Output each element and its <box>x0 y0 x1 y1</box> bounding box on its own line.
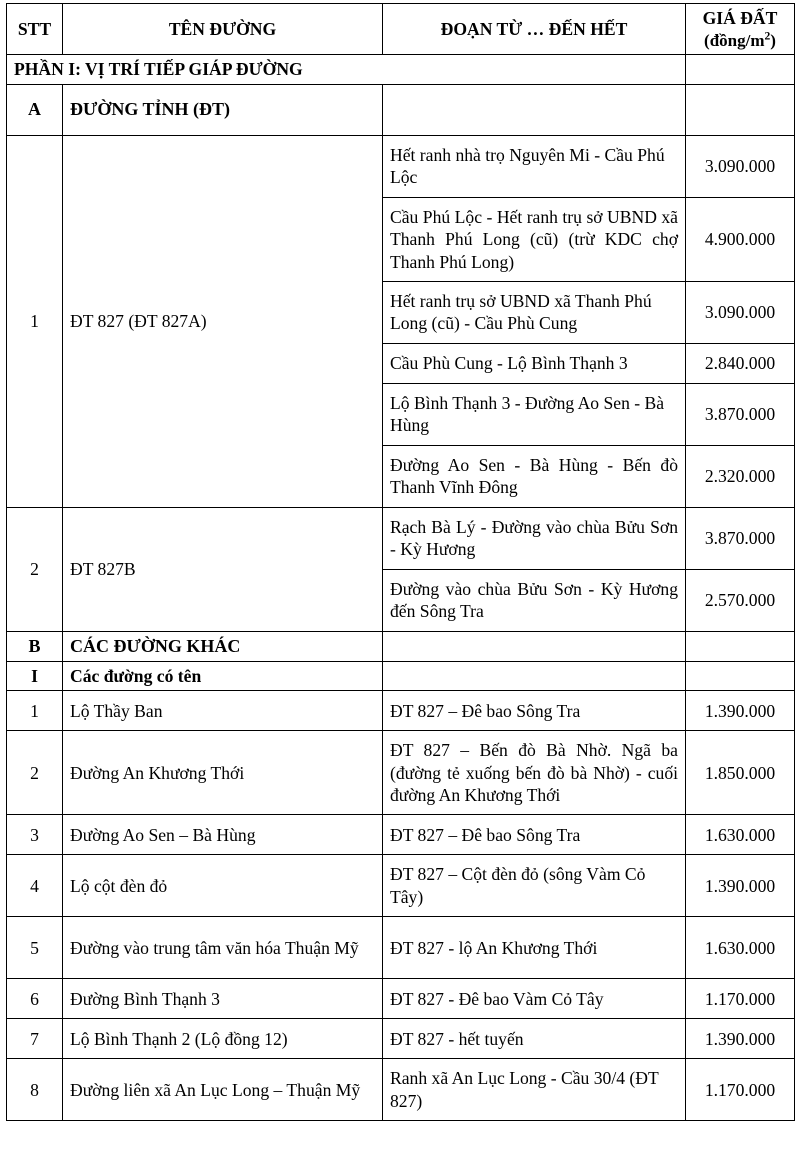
section-row-a <box>7 84 795 135</box>
road-name: Đường An Khương Thới <box>63 731 383 815</box>
road-name: Đường Ao Sen – Bà Hùng <box>63 815 383 855</box>
road-stt: 4 <box>7 855 63 917</box>
table-header <box>7 4 795 55</box>
section-label-part-i: PHẦN I: VỊ TRÍ TIẾP GIÁP ĐƯỜNG <box>7 55 686 85</box>
segment-price: 1.850.000 <box>686 731 795 815</box>
table-row <box>7 979 795 1019</box>
segment-price: 1.630.000 <box>686 815 795 855</box>
section-label-a: ĐƯỜNG TỈNH (ĐT) <box>63 84 383 135</box>
road-stt: 2 <box>7 731 63 815</box>
segment-description: Lộ Bình Thạnh 3 - Đường Ao Sen - Bà Hùng <box>383 383 686 445</box>
section-row-i <box>7 661 795 691</box>
road-name: ĐT 827B <box>63 507 383 631</box>
section-i-price-blank <box>686 661 795 691</box>
road-name: Lộ cột đèn đỏ <box>63 855 383 917</box>
road-name: Đường liên xã An Lục Long – Thuận Mỹ <box>63 1059 383 1121</box>
section-row-part-i <box>7 55 795 85</box>
road-stt: 1 <box>7 135 63 507</box>
segment-description: Đường Ao Sen - Bà Hùng - Bến đò Thanh Vĩnh Đông <box>383 445 686 507</box>
segment-description: Hết ranh trụ sở UBND xã Thanh Phú Long (cũ) - Cầu Phù Cung <box>383 281 686 343</box>
segment-price: 1.390.000 <box>686 691 795 731</box>
column-header-stt: STT <box>7 4 63 55</box>
segment-price: 3.090.000 <box>686 281 795 343</box>
column-header-road-name: TÊN ĐƯỜNG <box>63 4 383 55</box>
road-name: Đường Bình Thạnh 3 <box>63 979 383 1019</box>
section-row-b <box>7 631 795 661</box>
segment-description: ĐT 827 – Cột đèn đỏ (sông Vàm Cỏ Tây) <box>383 855 686 917</box>
segment-price: 3.870.000 <box>686 507 795 569</box>
segment-description: Cầu Phù Cung - Lộ Bình Thạnh 3 <box>383 343 686 383</box>
segment-description: Đường vào chùa Bửu Sơn - Kỳ Hương đến Sông Tra <box>383 569 686 631</box>
segment-price: 2.840.000 <box>686 343 795 383</box>
segment-price: 1.170.000 <box>686 979 795 1019</box>
segment-description: Hết ranh nhà trọ Nguyên Mi - Cầu Phú Lộc <box>383 135 686 197</box>
table-row <box>7 815 795 855</box>
road-name: ĐT 827 (ĐT 827A) <box>63 135 383 507</box>
road-stt: 2 <box>7 507 63 631</box>
segment-description: ĐT 827 - lộ An Khương Thới <box>383 917 686 979</box>
road-stt: 3 <box>7 815 63 855</box>
section-b-segment-blank <box>383 631 686 661</box>
road-name: Lộ Thầy Ban <box>63 691 383 731</box>
road-name: Lộ Bình Thạnh 2 (Lộ đồng 12) <box>63 1019 383 1059</box>
price-header-main: GIÁ ĐẤT <box>702 8 778 28</box>
segment-description: ĐT 827 – Đê bao Sông Tra <box>383 815 686 855</box>
segment-price: 3.870.000 <box>686 383 795 445</box>
table-row <box>7 731 795 815</box>
section-a-price-blank <box>686 84 795 135</box>
table-row <box>7 1019 795 1059</box>
road-stt: 7 <box>7 1019 63 1059</box>
price-header-unit: $(đồng/m^2)$ <box>704 28 776 50</box>
segment-price: 1.170.000 <box>686 1059 795 1121</box>
segment-price: 3.090.000 <box>686 135 795 197</box>
segment-description: ĐT 827 – Đê bao Sông Tra <box>383 691 686 731</box>
segment-description: Cầu Phú Lộc - Hết ranh trụ sở UBND xã Thanh Phú Long (cũ) (trừ KDC chợ Thanh Phú Long) <box>383 197 686 281</box>
table-row <box>7 507 795 569</box>
road-stt: 1 <box>7 691 63 731</box>
table-row <box>7 917 795 979</box>
column-header-segment: ĐOẠN TỪ … ĐẾN HẾT <box>383 4 686 55</box>
land-price-table <box>6 3 795 1121</box>
road-name: Đường vào trung tâm văn hóa Thuận Mỹ <box>63 917 383 979</box>
table-row <box>7 855 795 917</box>
segment-description: Rạch Bà Lý - Đường vào chùa Bửu Sơn - Kỳ Hương <box>383 507 686 569</box>
section-letter-b: B <box>7 631 63 661</box>
road-stt: 5 <box>7 917 63 979</box>
segment-description: ĐT 827 – Bến đò Bà Nhờ. Ngã ba (đường tẻ xuống bến đò bà Nhờ) - cuối đường An Khương Thới <box>383 731 686 815</box>
segment-price: 4.900.000 <box>686 197 795 281</box>
segment-price: 1.390.000 <box>686 1019 795 1059</box>
section-letter-i: I <box>7 661 63 691</box>
table-body <box>7 55 795 1121</box>
section-b-price-blank <box>686 631 795 661</box>
column-header-price <box>686 4 795 55</box>
segment-price: 1.390.000 <box>686 855 795 917</box>
section-letter-a: A <box>7 84 63 135</box>
segment-price: 1.630.000 <box>686 917 795 979</box>
table-row <box>7 691 795 731</box>
header-row <box>7 4 795 55</box>
table-row <box>7 1059 795 1121</box>
segment-description: ĐT 827 - hết tuyến <box>383 1019 686 1059</box>
section-part-i-price-blank <box>686 55 795 85</box>
table-row <box>7 135 795 197</box>
segment-price: 2.320.000 <box>686 445 795 507</box>
road-stt: 8 <box>7 1059 63 1121</box>
section-a-segment-blank <box>383 84 686 135</box>
section-label-b: CÁC ĐƯỜNG KHÁC <box>63 631 383 661</box>
section-label-i: Các đường có tên <box>63 661 383 691</box>
segment-description: Ranh xã An Lục Long - Cầu 30/4 (ĐT 827) <box>383 1059 686 1121</box>
segment-description: ĐT 827 - Đê bao Vàm Cỏ Tây <box>383 979 686 1019</box>
segment-price: 2.570.000 <box>686 569 795 631</box>
section-i-segment-blank <box>383 661 686 691</box>
road-stt: 6 <box>7 979 63 1019</box>
